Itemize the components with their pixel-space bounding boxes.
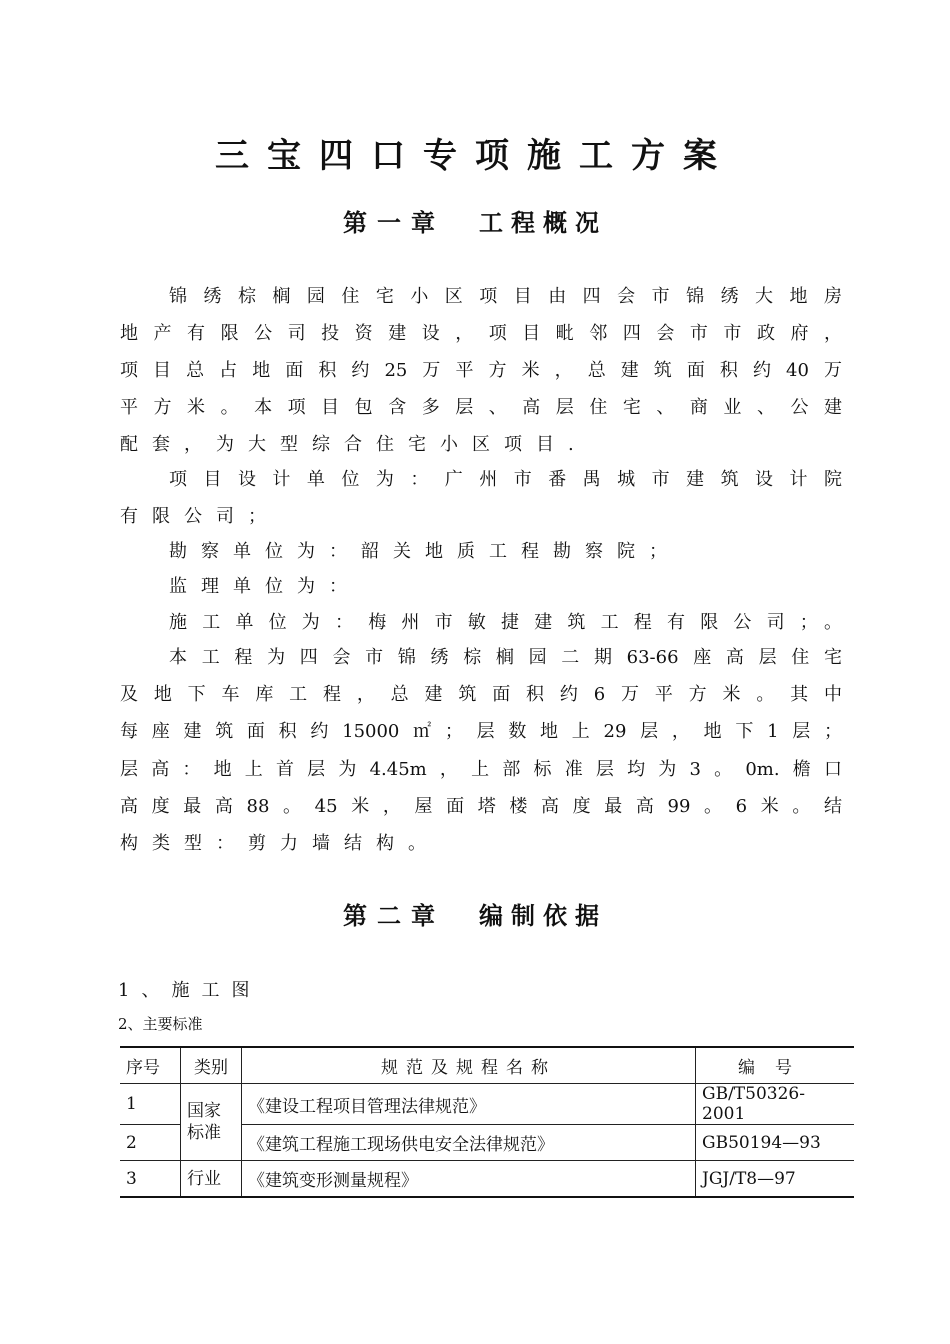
construction-unit-line: 施工单位为：梅州市敏捷建筑工程有限公司；。 (169, 612, 842, 633)
chapter-2-number: 第二章 (343, 901, 445, 930)
row-no: 2 (120, 1125, 181, 1161)
row-name: 《建筑工程施工现场供电安全法律规范》 (242, 1125, 696, 1161)
row-no: 1 (120, 1084, 181, 1125)
row-name: 《建设工程项目管理法律规范》 (242, 1084, 696, 1125)
row-code: GB50194—93 (696, 1125, 855, 1161)
paragraph-1-line: 锦绣棕榈园住宅小区项目由四会市锦绣大地房 (169, 286, 842, 307)
paragraph-2-line: 本工程为四会市锦绣棕榈园二期63-66座高层住宅 (169, 647, 842, 668)
standards-table (120, 1046, 854, 1198)
table-header-row (120, 1047, 854, 1084)
paragraph-1-line: 平方米。本项目包含多层、高层住宅、商业、公建 (120, 397, 842, 418)
row-name: 《建筑变形测量规程》 (242, 1161, 696, 1198)
paragraph-2-line: 构类型：剪力墙结构。 (120, 833, 440, 854)
chapter-1-number: 第一章 (343, 208, 445, 237)
chapter-2-heading (0, 896, 950, 931)
chapter-1-heading (0, 203, 950, 238)
paragraph-1-line: 项目总占地面积约25万平方米，总建筑面积约40万 (120, 360, 842, 381)
chapter-2-name: 编制依据 (479, 901, 607, 930)
paragraph-2-line: 及地下车库工程，总建筑面积约6万平方米。其中 (120, 684, 842, 705)
row-no: 3 (120, 1161, 181, 1198)
design-unit-line: 项目设计单位为：广州市番禺城市建筑设计院 (169, 469, 842, 490)
row-code: GB/T50326-2001 (696, 1084, 855, 1125)
header-code: 编号 (696, 1047, 855, 1084)
header-no: 序号 (120, 1047, 181, 1084)
supervision-unit-line: 监理单位为： (169, 576, 361, 597)
paragraph-1-line: 地产有限公司投资建设，项目毗邻四会市市政府， (120, 323, 842, 344)
paragraph-2-line: 层高：地上首层为4.45m，上部标准层均为3。0m.檐口 (120, 759, 842, 780)
document-title: 三宝四口专项施工方案 (215, 136, 735, 176)
header-category: 类别 (181, 1047, 242, 1084)
row-category: 行业 (181, 1161, 242, 1198)
survey-unit-line: 勘察单位为：韶关地质工程勘察院； (169, 541, 681, 562)
table-row (120, 1161, 854, 1198)
paragraph-1-line: 配套，为大型综合住宅小区项目. (120, 434, 588, 455)
design-unit-line: 有限公司； (120, 506, 280, 527)
chapter-1-name: 工程概况 (479, 208, 607, 237)
table-row (120, 1084, 854, 1125)
list-item-construction-drawings: 1、施工图 (118, 980, 262, 1001)
row-code: JGJ/T8—97 (696, 1161, 855, 1198)
header-name: 规范及规程名称 (242, 1047, 696, 1084)
paragraph-2-line: 高度最高88。45米，屋面塔楼高度最高99。6米。结 (120, 796, 842, 817)
row-category: 国家标准 (181, 1084, 242, 1161)
list-item-main-standards: 2、主要标准 (118, 1015, 203, 1033)
paragraph-2-line: 每座建筑面积约15000㎡；层数地上29层，地下1层； (120, 721, 842, 742)
